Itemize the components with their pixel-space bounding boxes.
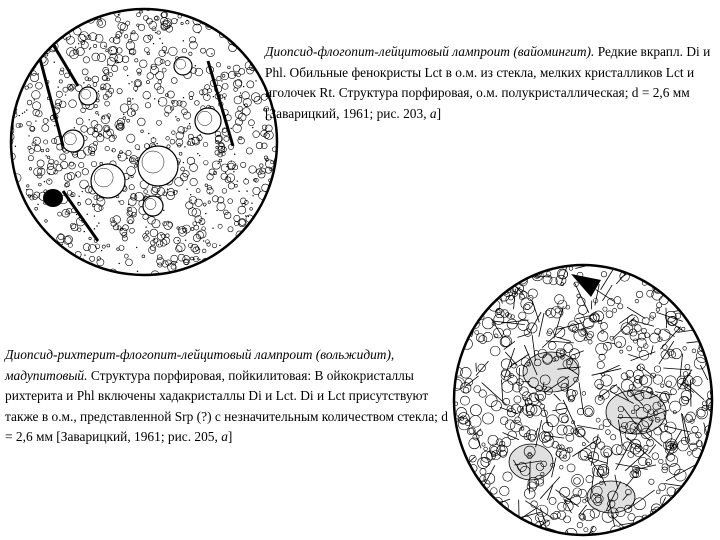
caption-close-2: ]	[227, 429, 233, 444]
figure-caption-1	[265, 42, 713, 124]
caption-title-1: Диопсид-флогопит-лейцитовый лампроит (вайомингит).	[265, 44, 595, 59]
caption-close-1: ]	[436, 105, 442, 121]
thin-section-image-2	[451, 262, 715, 538]
caption-figure-letter-1: а	[429, 105, 437, 121]
figure-caption-2	[5, 345, 453, 448]
caption-text-2: Структура порфировая, пойкилитовая: В ойкокристаллы рихтерита и Phl включены хадакристаллы Di и Lct. Di и Lct присутствуют также в о.м., представленной Srp (?) с незначительным количеством стекла; d = 2,6 мм [Заварицкий, 1961; рис. 205,	[5, 367, 448, 444]
caption-title-2: Диопсид-рихтерит-флогопит-лейцитовый лампроит (вольжидит), мадупитовый.	[5, 347, 395, 383]
caption-text-1: Редкие вкрапл. Di и Phl. Обильные фенокристы Lct в о.м. из стекла, мелких кристалликов Lct и иголочек Rt. Структура порфировая, о.м. полукристаллическая; d = 2,6 мм [Заварицкий, 1961; рис. 203,	[265, 44, 711, 121]
caption-figure-letter-2: а	[221, 429, 228, 444]
thin-section-image-1	[8, 6, 280, 278]
